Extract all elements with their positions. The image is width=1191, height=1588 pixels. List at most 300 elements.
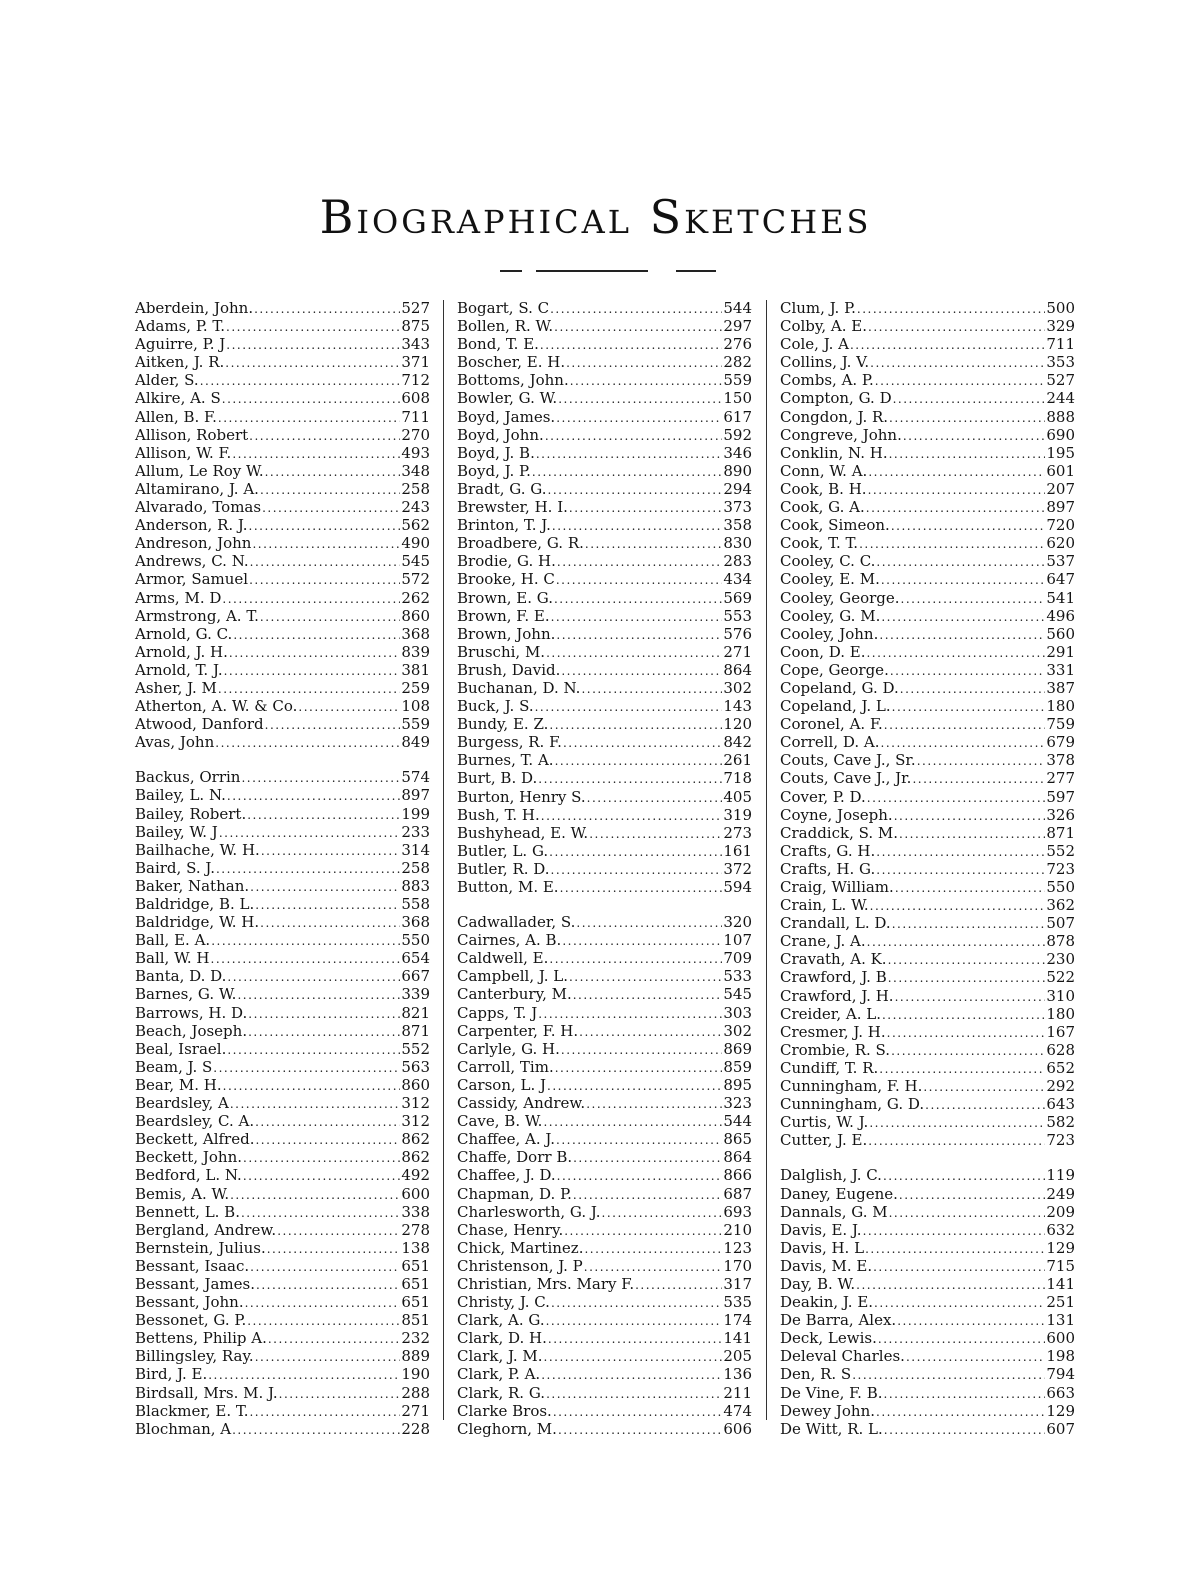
dot-leader [602,1205,723,1222]
entry-name: Beam, J. S [135,1057,213,1076]
index-entry [457,409,752,427]
index-entry [135,680,430,698]
entry-name: Craddick, S. M. [780,823,899,842]
entry-page-number: 150 [723,389,752,408]
entry-page-number: 259 [401,678,430,697]
dot-leader [884,717,1046,734]
dot-leader [889,446,1046,463]
index-entry [780,590,1075,608]
entry-page-number: 890 [723,461,752,480]
dot-leader [566,355,722,372]
index-entry [457,1077,752,1095]
entry-page-number: 663 [1046,1383,1075,1402]
entry-page-number: 262 [401,588,430,607]
entry-name: Daney, Eugene. [780,1184,898,1203]
dot-leader [552,518,722,535]
index-entry [780,1078,1075,1096]
entry-name: Dewey John. [780,1401,875,1420]
index-entry [457,1276,752,1294]
dot-leader [576,915,722,932]
entry-page-number: 233 [401,822,430,841]
entry-page-number: 560 [1046,624,1075,643]
dot-leader [563,735,722,752]
entry-name: De Vine, F. B. [780,1383,883,1402]
index-entry [780,1348,1075,1366]
dot-leader [532,464,722,481]
entry-name: Carlyle, G. H. [457,1039,560,1058]
index-entry [457,499,752,517]
entry-page-number: 343 [401,335,430,354]
entry-page-number: 883 [401,876,430,895]
entry-name: Brown, F. E. [457,606,550,625]
entry-name: Adams, P. T. [135,317,225,336]
title-rule-left [500,270,522,272]
entry-name: De Barra, Alex. [780,1311,897,1330]
index-entry [457,354,752,372]
index-column-1 [135,300,430,1439]
dot-leader [850,337,1045,354]
dot-leader [901,591,1046,608]
index-entry [457,1095,752,1113]
index-entry [780,427,1075,445]
entry-page-number: 643 [1046,1095,1075,1114]
index-entry [457,608,752,626]
index-entry [780,517,1075,535]
index-entry [780,481,1075,499]
index-entry [135,499,430,517]
dot-leader [255,897,400,914]
entry-name: Burt, B. D. [457,769,538,788]
dot-leader [555,753,723,770]
dot-leader [249,1404,400,1421]
index-entry [135,716,430,734]
entry-page-number: 119 [1046,1166,1075,1185]
dot-leader [249,428,400,445]
dot-leader [884,1386,1046,1403]
index-entry [457,535,752,553]
index-entry [135,1186,430,1204]
index-entry [457,1222,752,1240]
dot-leader [260,609,400,626]
entry-page-number: 654 [401,949,430,968]
index-entry [457,1023,752,1041]
entry-name: Bennett, L. B. [135,1202,240,1221]
index-entry [135,1204,430,1222]
entry-name: Baird, S. J. [135,858,215,877]
entry-page-number: 632 [1046,1220,1075,1239]
entry-name: Alder, S. [135,371,199,390]
entry-page-number: 582 [1046,1113,1075,1132]
dot-leader [579,1024,722,1041]
index-entry [780,372,1075,390]
index-column-3 [780,300,1075,1439]
entry-page-number: 317 [723,1274,752,1293]
dot-leader [556,410,722,427]
entry-name: Davis, H. L [780,1238,865,1257]
index-entry [135,336,430,354]
dot-leader [889,1205,1046,1222]
index-entry [135,787,430,805]
entry-name: Cresmer, J. H. [780,1022,886,1041]
entry-name: Baldridge, W. H. [135,913,260,932]
entry-name: Cadwallader, S. [457,913,576,932]
dot-leader [878,1331,1045,1348]
entry-name: Atwood, Danford [135,715,264,734]
entry-page-number: 865 [723,1130,752,1149]
entry-page-number: 723 [1046,1131,1075,1150]
entry-name: Brush, David. [457,660,561,679]
index-entry [135,1240,430,1258]
title-rule-center [536,270,648,272]
entry-name: Alkire, A. S [135,389,221,408]
entry-name: Bessant, Isaac. [135,1256,250,1275]
entry-page-number: 180 [1046,1004,1075,1023]
index-entry [135,769,430,787]
index-entry [457,517,752,535]
entry-name: Brewster, H. I. [457,498,568,517]
index-entry [780,915,1075,933]
index-entry [780,879,1075,897]
dot-leader [587,790,723,807]
entry-name: Armstrong, A. T. [135,606,259,625]
index-entry [780,1167,1075,1185]
index-entry [457,968,752,986]
dot-leader [243,1168,401,1185]
index-entry [457,1005,752,1023]
dot-leader [890,663,1046,680]
entry-name: Beach, Joseph. [135,1021,248,1040]
entry-name: Conn, W. A. [780,461,868,480]
entry-name: Clark, J. M. [457,1347,543,1366]
entry-page-number: 830 [723,534,752,553]
entry-page-number: 329 [1046,317,1075,336]
entry-name: Beardsley, A [135,1094,229,1113]
dot-leader [247,1313,400,1330]
entry-page-number: 310 [1046,986,1075,1005]
entry-page-number: 198 [1046,1347,1075,1366]
entry-page-number: 869 [723,1039,752,1058]
dot-leader [558,1422,722,1439]
entry-name: Capps, T. J [457,1003,538,1022]
index-entry [457,807,752,825]
entry-name: Beardsley, C. A. [135,1112,255,1131]
index-entry [135,553,430,571]
dot-leader [556,627,722,644]
entry-name: Copeland, J. L. [780,697,891,716]
index-entry [780,933,1075,951]
dot-leader [586,1096,722,1113]
entry-name: Curtis, W. J. [780,1113,869,1132]
index-entry [780,789,1075,807]
entry-name: Bettens, Philip A. [135,1329,267,1348]
dot-leader [232,1422,400,1439]
entry-name: Crafts, H. G. [780,859,876,878]
entry-name: Alvarado, Tomas [135,498,262,517]
entry-name: Allison, Robert [135,425,249,444]
entry-name: Deck, Lewis. [780,1329,877,1348]
entry-page-number: 544 [723,299,752,317]
index-entry [135,1149,430,1167]
entry-page-number: 864 [723,660,752,679]
entry-page-number: 723 [1046,859,1075,878]
entry-page-number: 129 [1046,1238,1075,1257]
entry-name: Chase, Henry. [457,1220,564,1239]
index-entry [135,1222,430,1240]
index-entry [135,932,430,950]
entry-page-number: 243 [401,498,430,517]
entry-name: De Witt, R. L. [780,1419,883,1438]
dot-leader [900,681,1046,698]
index-entry [135,662,430,680]
entry-name: Cook, T. T. [780,534,859,553]
dot-leader [554,591,722,608]
entry-page-number: 544 [723,1112,752,1131]
index-entry [457,372,752,390]
entry-page-number: 326 [1046,805,1075,824]
entry-page-number: 209 [1046,1202,1075,1221]
entry-page-number: 862 [401,1130,430,1149]
index-entry [457,445,752,463]
letter-group-gap [135,752,430,769]
dot-leader [211,951,401,968]
dot-leader [213,1060,400,1077]
entry-page-number: 251 [1046,1293,1075,1312]
entry-page-number: 507 [1046,914,1075,933]
index-entry [135,481,430,499]
entry-name: Crawford, J. H. [780,986,894,1005]
index-entry [780,861,1075,879]
index-entry [780,626,1075,644]
index-entry [780,752,1075,770]
entry-page-number: 851 [401,1311,430,1330]
entry-name: Buck, J. S. [457,697,534,716]
index-entry [135,1403,430,1421]
dot-leader [243,1150,400,1167]
entry-name: Aberdein, John. [135,299,254,317]
index-entry [780,1312,1075,1330]
dot-leader [891,518,1046,535]
dot-leader [260,482,400,499]
entry-name: Buchanan, D. N. [457,678,581,697]
entry-name: Boyd, John. [457,425,544,444]
index-column-2 [457,300,752,1439]
entry-name: Crain, L. W. [780,896,869,915]
index-entry [135,535,430,553]
entry-page-number: 651 [401,1274,430,1293]
entry-name: Brooke, H. C [457,570,555,589]
dot-leader [222,591,400,608]
dot-leader [925,1097,1045,1114]
entry-name: Arnold, J. H. [135,642,228,661]
entry-name: Coyne, Joseph. [780,805,893,824]
dot-leader [226,337,400,354]
entry-page-number: 563 [401,1057,430,1076]
entry-name: Armor, Samuel [135,570,249,589]
entry-name: Clarke Bros. [457,1401,552,1420]
entry-name: Coronel, A. F. [780,715,883,734]
entry-page-number: 353 [1046,353,1075,372]
index-entry [135,626,430,644]
entry-name: Creider, A. L. [780,1004,881,1023]
dot-leader [899,1187,1045,1204]
dot-leader [543,1114,722,1131]
entry-page-number: 244 [1046,389,1075,408]
entry-name: Boyd, J. B. [457,443,535,462]
entry-name: Ball, W. H [135,949,210,968]
index-entry [780,825,1075,843]
entry-name: Canterbury, M. [457,985,572,1004]
dot-leader [867,790,1046,807]
entry-page-number: 312 [401,1094,430,1113]
dot-leader [260,915,400,932]
entry-page-number: 323 [723,1094,752,1113]
dot-leader [564,1223,722,1240]
index-entry [780,300,1075,318]
entry-page-number: 559 [723,371,752,390]
entry-name: Bogart, S. C [457,299,550,317]
dot-leader [876,554,1045,571]
entry-page-number: 651 [401,1256,430,1275]
entry-page-number: 302 [723,678,752,697]
index-entry [780,969,1075,987]
entry-name: Crawford, J. B [780,968,887,987]
index-entry [457,1385,752,1403]
dot-leader [868,1133,1045,1150]
entry-page-number: 895 [723,1075,752,1094]
dot-leader [216,861,400,878]
entry-page-number: 493 [401,443,430,462]
dot-leader [868,482,1046,499]
dot-leader [226,319,400,336]
index-entry [457,662,752,680]
dot-leader [538,1006,722,1023]
entry-page-number: 550 [401,931,430,950]
entry-page-number: 373 [723,498,752,517]
index-entry [780,897,1075,915]
entry-page-number: 576 [723,624,752,643]
index-entry [135,318,430,336]
entry-name: Boyd, J. P. [457,461,531,480]
dot-leader [551,862,723,879]
index-entry [780,1385,1075,1403]
entry-page-number: 897 [1046,498,1075,517]
entry-page-number: 312 [401,1112,430,1131]
entry-page-number: 552 [401,1039,430,1058]
dot-leader [538,771,722,788]
index-entry [135,590,430,608]
dot-leader [881,572,1046,589]
entry-page-number: 522 [1046,968,1075,987]
entry-name: Bessonet, G. P. [135,1311,247,1330]
dot-leader [245,1295,401,1312]
index-entry [457,463,752,481]
index-entry [135,1258,430,1276]
dot-leader [569,969,722,986]
entry-page-number: 821 [401,1003,430,1022]
index-entry [780,807,1075,825]
title-rule-right [676,270,716,272]
entry-name: Cundiff, T. R. [780,1058,879,1077]
dot-leader [229,645,400,662]
entry-name: Dalglish, J. C. [780,1166,882,1185]
dot-leader [899,826,1045,843]
dot-leader [227,1042,400,1059]
entry-page-number: 271 [723,642,752,661]
entry-name: Day, B. W. [780,1274,856,1293]
entry-name: Bemis, A. W. [135,1184,230,1203]
index-entry [780,1096,1075,1114]
entry-page-number: 849 [401,733,430,752]
index-entry [135,878,430,896]
index-entry [780,1132,1075,1150]
entry-name: Bear, M. H. [135,1075,222,1094]
entry-name: Ball, E. A. [135,931,211,950]
dot-leader [249,572,400,589]
entry-name: Andreson, John [135,534,252,553]
index-entry [135,698,430,716]
dot-leader [561,663,722,680]
entry-name: Couts, Cave J., Jr. [780,769,912,788]
entry-page-number: 297 [723,317,752,336]
entry-name: Congdon, J. R. [780,407,889,426]
index-entry [135,445,430,463]
dot-leader [881,609,1045,626]
entry-page-number: 303 [723,1003,752,1022]
entry-page-number: 537 [1046,552,1075,571]
dot-leader [873,1259,1045,1276]
index-entry [135,644,430,662]
entry-name: Chapman, D. P. [457,1184,572,1203]
entry-page-number: 839 [401,642,430,661]
dot-leader [589,826,722,843]
index-entry [135,860,430,878]
entry-page-number: 362 [1046,896,1075,915]
entry-page-number: 258 [401,479,430,498]
dot-leader [859,536,1045,553]
entry-name: Andrews, C. N. [135,552,249,571]
entry-name: Aguirre, P. J [135,335,226,354]
entry-name: Beal, Israel. [135,1039,227,1058]
entry-page-number: 541 [1046,588,1075,607]
dot-leader [573,987,723,1004]
index-entry [135,1167,430,1185]
entry-page-number: 211 [723,1383,752,1402]
entry-page-number: 314 [401,840,430,859]
column-divider [443,300,444,1420]
index-entry [457,1113,752,1131]
entry-page-number: 866 [723,1166,752,1185]
index-entry [457,590,752,608]
dot-leader [882,1007,1045,1024]
entry-page-number: 711 [401,407,430,426]
entry-page-number: 283 [723,552,752,571]
entry-page-number: 647 [1046,570,1075,589]
entry-name: Chick, Martinez. [457,1238,584,1257]
dot-leader [535,699,723,716]
index-entry [457,1186,752,1204]
entry-page-number: 545 [401,552,430,571]
entry-page-number: 842 [723,733,752,752]
entry-name: Bailey, W. J [135,822,218,841]
entry-page-number: 261 [723,751,752,770]
entry-page-number: 320 [723,913,752,932]
entry-name: Carson, L. J [457,1075,547,1094]
entry-name: Carroll, Tim. [457,1057,554,1076]
entry-page-number: 230 [1046,950,1075,969]
dot-leader [279,1386,401,1403]
entry-name: Baker, Nathan. [135,876,250,895]
entry-page-number: 277 [1046,769,1075,788]
